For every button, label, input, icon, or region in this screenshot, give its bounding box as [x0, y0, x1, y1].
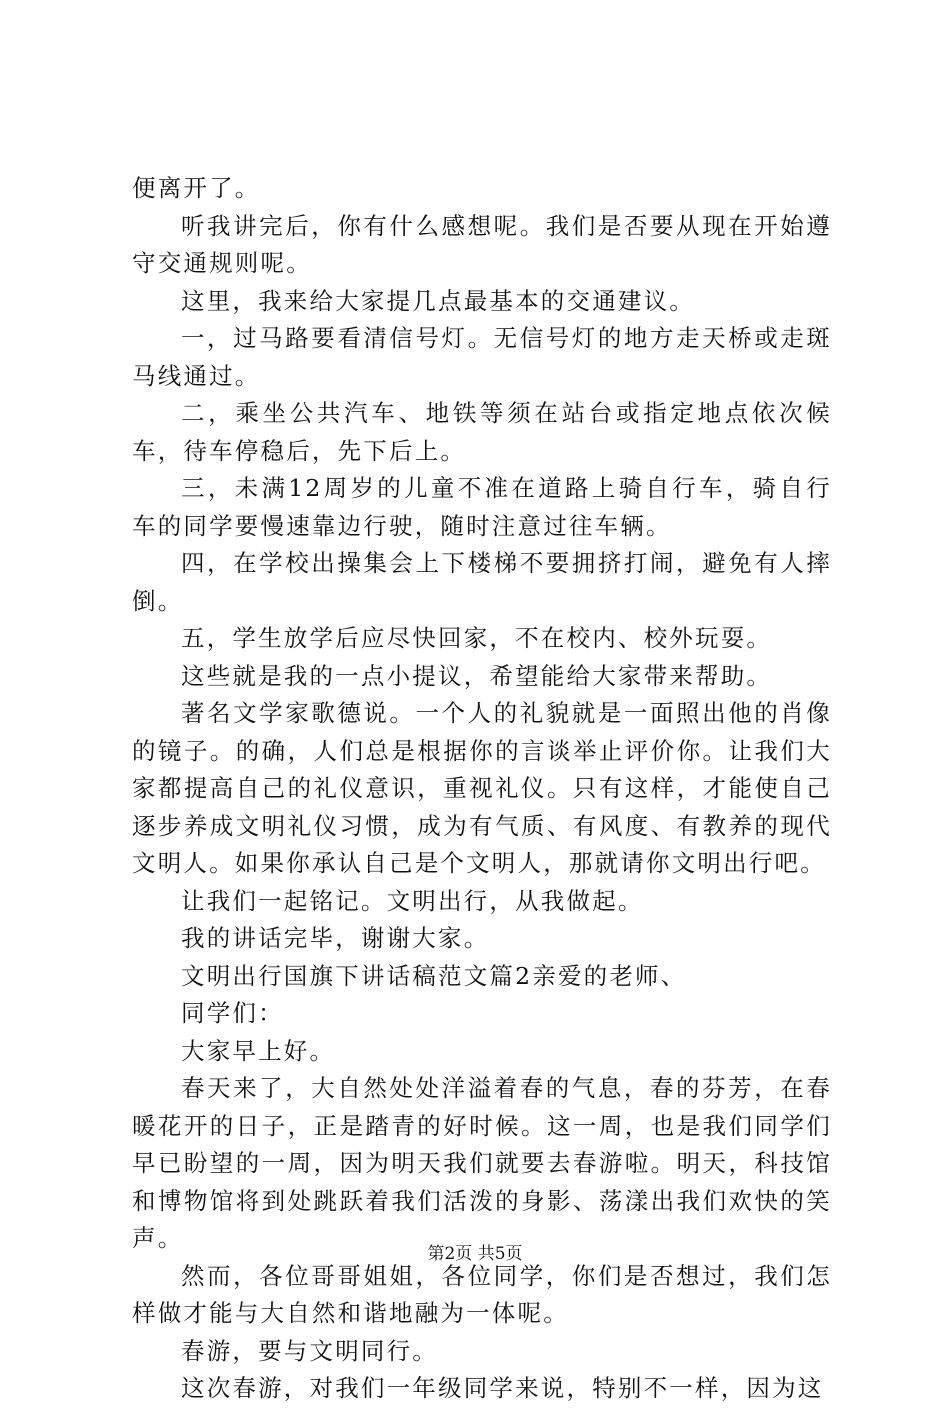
paragraph: 著名文学家歌德说。一个人的礼貌就是一面照出他的肖像的镜子。的确，人们总是根据你的言谈举止评价你。让我们大家都提高自己的礼仪意识，重视礼仪。只有这样，才能使自己逐步养成文明礼仪习惯，成为有气质、有风度、有教养的现代文明人。如果你承认自己是个文明人，那就请你文明出行吧。 — [132, 699, 832, 877]
paragraph: 让我们一起铭记。文明出行，从我做起。 — [181, 886, 644, 915]
paragraph: 四，在学校出操集会上下楼梯不要拥挤打闹，避免有人摔倒。 — [132, 549, 832, 615]
paragraph: 春天来了，大自然处处洋溢着春的气息，春的芬芳，在春暖花开的日子，正是踏青的好时候。这一周，也是我们同学们早已盼望的一周，因为明天我们就要去春游啦。明天，科技馆和博物馆将到处跳跃着我们活泼的身影、荡漾出我们欢快的笑声。 — [132, 1074, 832, 1252]
paragraph: 同学们： — [181, 999, 284, 1027]
paragraph: 便离开了。 — [132, 174, 261, 202]
paragraph: 一，过马路要看清信号灯。无信号灯的地方走天桥或走斑马线通过。 — [132, 324, 832, 390]
paragraph: 我的讲话完毕，谢谢大家。 — [181, 924, 490, 952]
paragraph: 二，乘坐公共汽车、地铁等须在站台或指定地点依次候车，待车停稳后，先下后上。 — [132, 399, 832, 465]
paragraph: 三，未满12周岁的儿童不准在道路上骑自行车，骑自行车的同学要慢速靠边行驶，随时注意过往车辆。 — [132, 474, 832, 540]
paragraph: 五，学生放学后应尽快回家，不在校内、校外玩耍。 — [181, 624, 773, 652]
paragraph: 文明出行国旗下讲话稿范文篇2亲爱的老师、 — [181, 961, 687, 990]
paragraph: 这些就是我的一点小提议，希望能给大家带来帮助。 — [181, 661, 773, 690]
paragraph: 听我讲完后，你有什么感想呢。我们是否要从现在开始遵守交通规则呢。 — [132, 211, 832, 277]
paragraph: 这里，我来给大家提几点最基本的交通建议。 — [181, 286, 695, 315]
paragraph: 春游，要与文明同行。 — [181, 1336, 438, 1365]
document-body — [132, 170, 832, 1408]
paragraph: 这次春游，对我们一年级同学来说，特别不一样，因为这 — [181, 1374, 824, 1402]
paragraph: 大家早上好。 — [181, 1036, 336, 1065]
paragraph: 然而，各位哥哥姐姐，各位同学，你们是否想过，我们怎样做才能与大自然和谐地融为一体呢。 — [132, 1261, 832, 1327]
page-number-footer: 第2页 共5页 — [427, 1244, 523, 1264]
